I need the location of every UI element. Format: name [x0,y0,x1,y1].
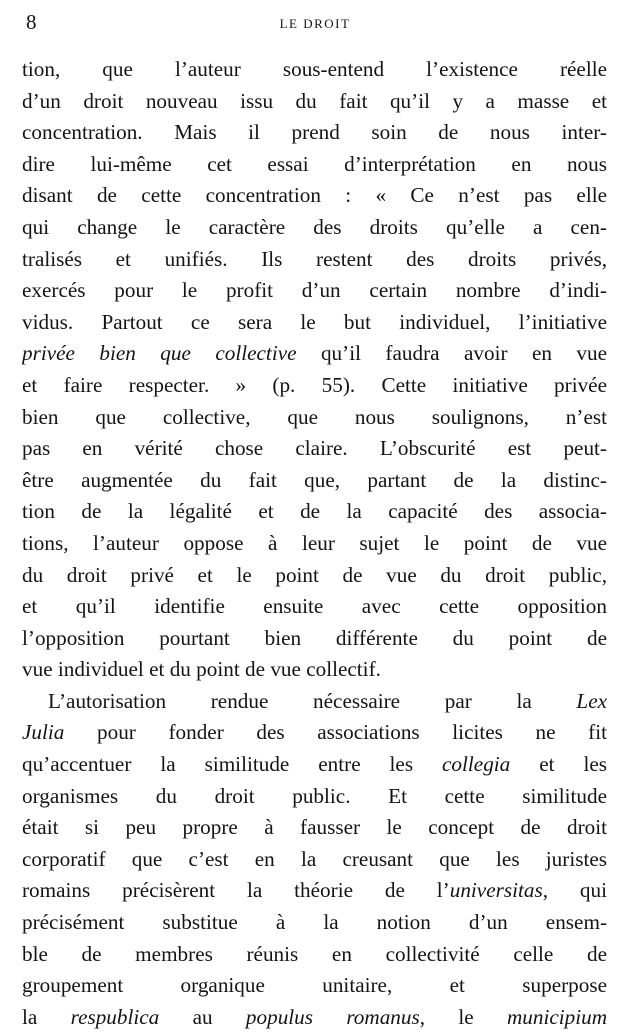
italic-term: municipium [506,1004,607,1029]
text-line: organismes du droit public. Et cette similitude [22,783,607,808]
text-line: exercés pour le profit d’un certain nombre d’indi- [22,278,607,303]
running-title: LE DROIT [279,16,351,31]
paragraph-end-line: vue individuel et du point de vue collectif. [22,657,381,682]
text-line: et faire respecter. » (p. 55). Cette initiative privée [22,372,607,397]
text-line: pas en vérité chose claire. L’obscurité est peut- [22,436,607,461]
text-line: était si peu propre à fausser le concept de droit [22,815,607,840]
italic-term: collegia [442,752,511,777]
italic-term: Julia [22,720,65,745]
text-line: bien que collective, que nous soulignons, n’est [22,404,607,429]
italic-phrase: privée bien que collective [22,341,297,366]
text-line: précisément substitue à la notion d’un ensem- [22,910,607,935]
text-line: concentration. Mais il prend soin de nous inter- [22,120,607,145]
text-line: tion, que l’auteur sous-entend l’existence réelle [22,57,607,81]
italic-term: populus romanus [245,1004,420,1029]
text-line: disant de cette concentration : « Ce n’est pas elle [22,183,607,208]
text-line: l’opposition pourtant bien différente du point de [22,625,607,650]
italic-term: respublica [70,1004,160,1029]
text-line: tralisés et unifiés. Ils restent des droits privés, [22,246,607,271]
italic-term: universitas [449,878,543,903]
text-line: et qu’il identifie ensuite avec cette opposition [22,594,607,619]
italic-term: Lex [576,688,607,713]
text-line: du droit privé et le point de vue du droit public, [22,562,607,587]
text-line: être augmentée du fait que, partant de la distinc- [22,467,607,492]
page-number: 8 [26,10,37,34]
text-line: d’un droit nouveau issu du fait qu’il y a masse et [22,88,607,113]
page-header [26,10,604,38]
text-line: qui change le caractère des droits qu’elle a cen- [22,214,607,239]
text-line: corporatif que c’est en la creusant que les juristes [22,846,607,871]
text-line: groupement organique unitaire, et superpose [22,973,607,998]
text-line: qu’accentuer la similitude entre les collegia et les [22,752,607,777]
text-line: privée bien que collective qu’il faudra avoir en vue [22,341,607,366]
text-line: romains précisèrent la théorie de l’universitas, qui [22,878,607,903]
paragraph-start-line: L’autorisation rendue nécessaire par la Lex [48,688,607,713]
text-line: vidus. Partout ce sera le but individuel, l’initiative [22,309,607,334]
text-line: Julia pour fonder des associations licites ne fit [22,720,607,745]
body-text [22,54,607,1033]
text-line: tion de la légalité et de la capacité des associa- [22,499,607,524]
text-line: dire lui-même cet essai d’interprétation en nous [22,151,607,176]
text-line: la respublica au populus romanus, le municipium [22,1004,607,1029]
text-line: tions, l’auteur oppose à leur sujet le point de vue [22,530,607,555]
text-line: ble de membres réunis en collectivité celle de [22,941,607,966]
